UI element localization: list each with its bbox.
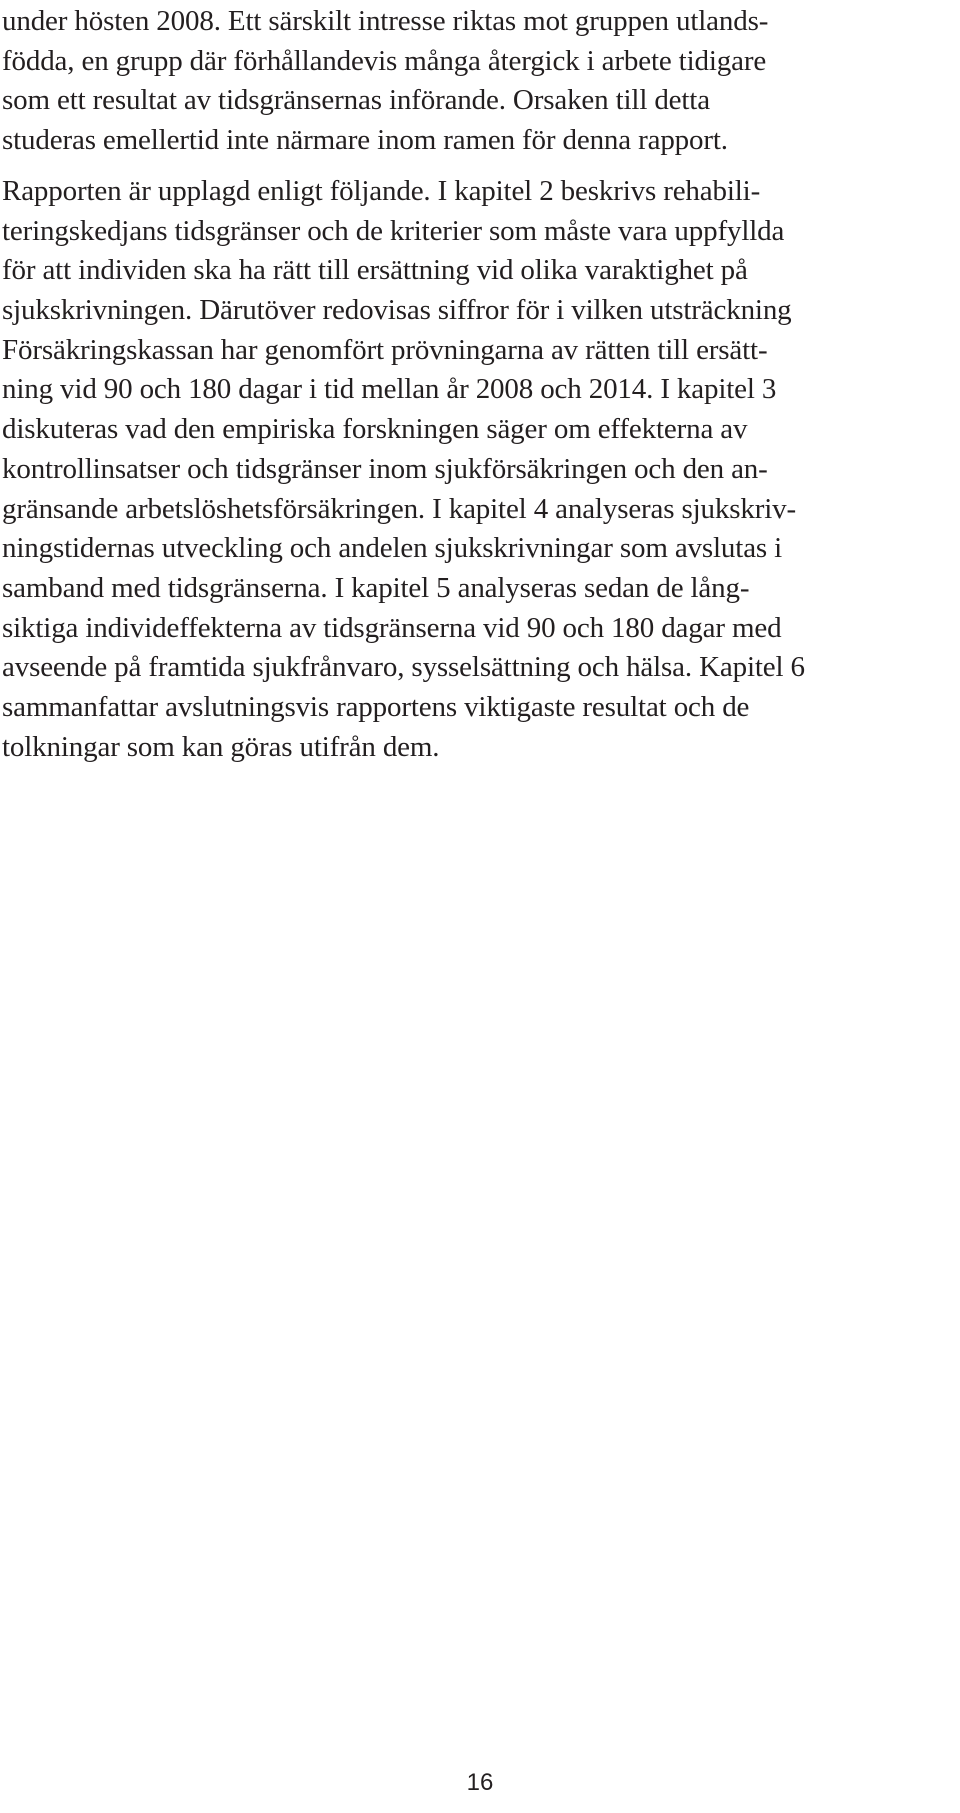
text-line: födda, en grupp där förhållandevis många återgick i arbete tidigare [2,44,767,77]
text-line: Försäkringskassan har genomfört prövningarna av rätten till ersätt- [2,333,768,366]
text-line: sammanfattar avslutningsvis rapportens viktigaste resultat och de [2,690,750,723]
text-line: som ett resultat av tidsgränsernas införande. Orsaken till detta [2,84,710,117]
text-line: siktiga individeffekterna av tidsgränserna vid 90 och 180 dagar med [2,611,782,644]
text-line: under hösten 2008. Ett särskilt intresse riktas mot gruppen utlands- [2,5,769,37]
text-line: gränsande arbetslöshetsförsäkringen. I kapitel 4 analyseras sjukskriv- [2,492,797,525]
text-line: sjukskrivningen. Därutöver redovisas siffror för i vilken utsträckning [2,294,792,327]
page-number: 16 [466,1769,494,1796]
paragraph-intro-continuation [2,2,958,161]
text-line: för att individen ska ha rätt till ersättning vid olika varaktighet på [2,254,748,287]
text-line: Rapporten är upplagd enligt följande. I kapitel 2 beskrivs rehabili- [2,175,761,207]
text-line: samband med tidsgränserna. I kapitel 5 analyseras sedan de lång- [2,571,750,604]
paragraph-report-outline [2,172,958,767]
text-line: studeras emellertid inte närmare inom ramen för denna rapport. [2,124,728,157]
text-line: ning vid 90 och 180 dagar i tid mellan år 2008 och 2014. I kapitel 3 [2,373,777,406]
text-line: kontrollinsatser och tidsgränser inom sjukförsäkringen och den an- [2,452,768,485]
text-line: teringskedjans tidsgränser och de kriterier som måste vara uppfyllda [2,214,785,247]
text-line: avseende på framtida sjukfrånvaro, sysselsättning och hälsa. Kapitel 6 [2,651,805,684]
text-line: ningstidernas utveckling och andelen sjukskrivningar som avslutas i [2,532,783,565]
text-line: tolkningar som kan göras utifrån dem. [2,730,440,763]
text-line: diskuteras vad den empiriska forskningen säger om effekterna av [2,413,748,446]
